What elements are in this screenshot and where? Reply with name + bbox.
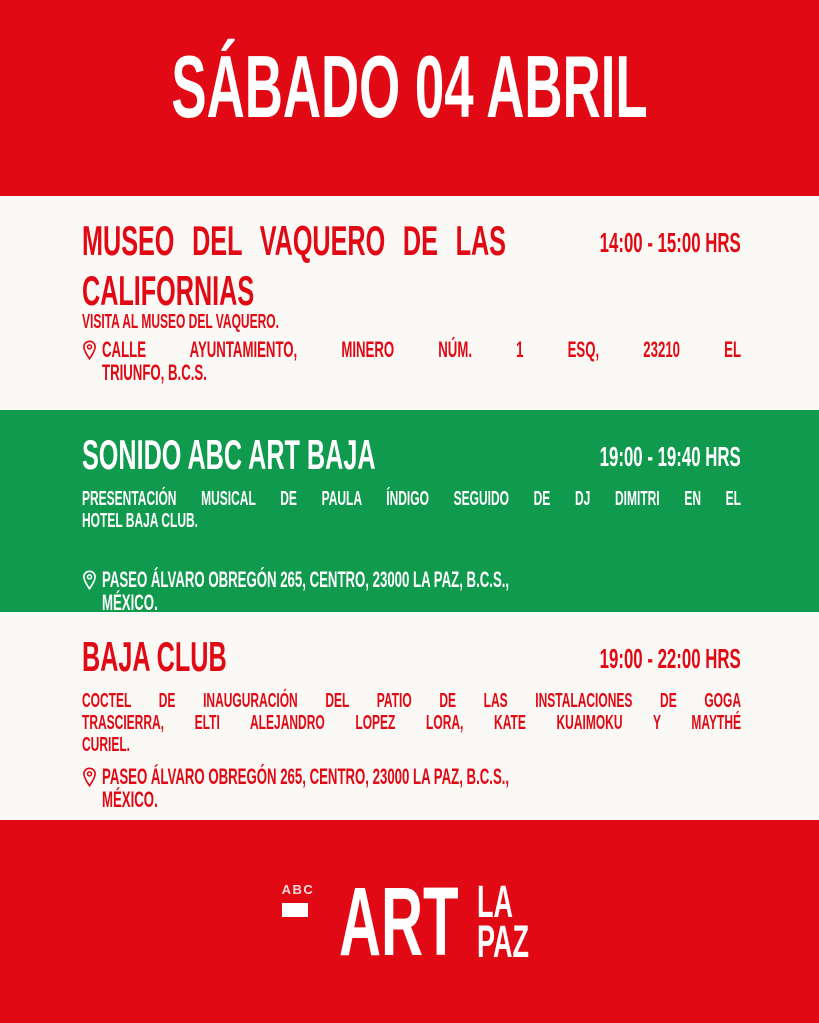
event-description-line: CURIEL. (82, 733, 130, 756)
event-museo-del-vaquero (0, 196, 819, 410)
event-address (102, 765, 741, 811)
event-description (82, 488, 741, 532)
event-description-line: HOTEL BAJA CLUB. (82, 509, 199, 532)
event-address (102, 338, 741, 384)
header-band (0, 0, 819, 196)
event-title-line: BAJA CLUB (82, 633, 227, 680)
event-title (82, 632, 506, 682)
event-head-row (82, 632, 741, 682)
logo-paz-text: PAZ (477, 916, 530, 967)
logo-la-text: LA (477, 876, 514, 927)
event-time: 19:00 - 19:40 HRS (599, 441, 741, 472)
event-address-row (82, 338, 741, 384)
logo-art-text: ART (339, 867, 459, 976)
event-address-line: PASEO ÁLVARO OBREGÓN 265, CENTRO, 23000 LA PAZ, B.C.S., (102, 763, 510, 789)
event-head-row (82, 216, 741, 315)
location-pin-icon (82, 767, 97, 787)
logo-art-wrap (339, 867, 459, 976)
logo-dash-mark (282, 903, 308, 917)
event-description-line: VISITA AL MUSEO DEL VAQUERO. (82, 311, 279, 334)
event-description (82, 311, 741, 333)
footer-band (0, 820, 819, 1023)
location-pin-icon (82, 570, 97, 590)
page-title-wrap (0, 37, 819, 136)
event-description-line: TRASCIERRA, ELTI ALEJANDRO LOPEZ LORA, KATE KUAIMOKU Y MAYTHÉ (82, 711, 742, 734)
event-time: 14:00 - 15:00 HRS (599, 227, 741, 258)
event-description-line: PRESENTACIÓN MUSICAL DE PAULA ÍNDIGO SEGUIDO DE DJ DIMITRI EN EL (82, 487, 742, 510)
event-address-line: PASEO ÁLVARO OBREGÓN 265, CENTRO, 23000 LA PAZ, B.C.S., (102, 566, 510, 592)
event-title (82, 430, 506, 480)
event-title-line: SONIDO ABC ART BAJA (82, 431, 376, 478)
event-address (102, 568, 741, 614)
event-address-line: MÉXICO. (102, 786, 158, 812)
event-address-line: CALLE AYUNTAMIENTO, MINERO NÚM. 1 ESQ, 23210 EL (102, 337, 742, 363)
event-baja-club (0, 612, 819, 820)
event-title (82, 216, 506, 315)
logo-paz-line (477, 916, 537, 967)
event-title-line: MUSEO DEL VAQUERO DE LAS (82, 217, 506, 264)
abc-art-la-paz-logo (281, 867, 538, 976)
event-address-line: MÉXICO. (102, 589, 158, 615)
event-address-row (82, 568, 741, 614)
logo-abc-column (282, 883, 315, 917)
event-address-line: TRIUNFO, B.C.S. (102, 360, 207, 386)
event-sonido-abc-art-baja (0, 410, 819, 615)
event-title-line: CALIFORNIAS (82, 266, 255, 314)
event-time: 19:00 - 22:00 HRS (599, 643, 741, 674)
event-description (82, 690, 741, 756)
location-pin-icon (82, 340, 97, 360)
page-title: SÁBADO 04 ABRIL (171, 37, 648, 136)
logo-abc-text: ABC (281, 882, 315, 897)
event-description-line: COCTEL DE INAUGURACIÓN DEL PATIO DE LAS INSTALACIONES DE GOGA (82, 689, 742, 712)
event-address-row (82, 765, 741, 811)
event-head-row (82, 430, 741, 480)
logo-la-paz-column (477, 876, 537, 967)
